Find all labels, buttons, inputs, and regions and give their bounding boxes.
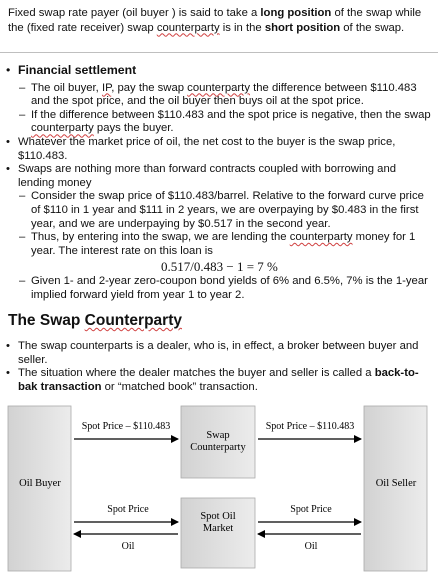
bullet-icon: •	[6, 163, 10, 176]
dash-icon: –	[19, 275, 26, 288]
section-heading: The Swap Counterparty	[8, 312, 182, 329]
dash-icon: –	[19, 81, 26, 94]
bullet-icon: •	[6, 340, 10, 352]
swap-counterparty-label: Swap	[206, 430, 230, 441]
oil-buyer-label: Oil Buyer	[19, 478, 61, 489]
spot-oil-market-label: Spot Oil	[200, 511, 236, 522]
bullet-swaps-forward-contracts: • Swaps are nothing more than forward contracts coupled with borrowing and lending money	[6, 163, 397, 189]
section-divider	[0, 52, 438, 53]
dash-item-lending-counterparty: – Thus, by entering into the swap, we are lending the counterparty money for 1 year. The interest rate on this loan is	[19, 231, 416, 257]
bullet-dealer: • The swap counterparts is a dealer, who is, in effect, a broker between buyer and seller.	[6, 340, 419, 366]
intro-text: is in the	[219, 21, 265, 34]
counterparty-word: Counterparty	[84, 312, 182, 329]
ip-word: IP	[101, 81, 112, 94]
financial-settlement-list	[6, 64, 434, 303]
intro-text: Fixed swap rate payer (oil buyer ) is said to take a	[8, 7, 261, 19]
bullet-financial-settlement: • Financial settlement	[6, 63, 137, 77]
arrow-label-buyer-spot-price: Spot Price	[107, 504, 149, 515]
bullet-icon: •	[6, 135, 10, 148]
dash-item-negative-difference: – If the difference between $110.483 and the spot price is negative, then the swap counterparty pays the buyer.	[19, 108, 431, 135]
intro-text: of the swap while the (fixed rate receiver) swap	[8, 7, 422, 34]
dash-item-consider-swap-price: – Consider the swap price of $110.483/barrel. Relative to the forward curve price of $110 in 1 year and $111 in 2 years, we are overpaying by $0.483 in the first year, and we are underpaying by $0.517 in the second year.	[19, 190, 424, 230]
bullet-back-to-back: • The situation where the dealer matches the buyer and seller is called a back-to-bak transaction or “matched book” transaction.	[6, 367, 419, 393]
dash-item-zero-coupon-yields: – Given 1- and 2-year zero-coupon bond yields of 6% and 6.5%, 7% is the 1-year implied forward yield from year 1 to year 2.	[19, 275, 428, 301]
intro-text: of the swap.	[340, 21, 405, 34]
arrow-label-counterparty-to-seller: Spot Price – $110.483	[265, 421, 355, 432]
arrow-label-seller-oil: Oil	[304, 541, 318, 552]
dash-item-oil-buyer-pays: – The oil buyer, IP, pay the swap counterparty the difference between $110.483 and the spot price, and the oil buyer then buys oil at the spot price.	[19, 81, 417, 108]
arrow-label-seller-spot-price: Spot Price	[290, 504, 332, 515]
dash-icon: –	[19, 231, 26, 244]
arrow-label-buyer-oil: Oil	[121, 541, 135, 552]
bullet-icon: •	[6, 63, 11, 77]
interest-rate-formula: 0.517/0.483 − 1 = 7 %	[161, 259, 278, 275]
bullet-net-cost: • Whatever the market price of oil, the net cost to the buyer is the swap price, $110.483.	[6, 135, 396, 162]
intro-paragraph	[8, 6, 433, 35]
arrow-label-buyer-to-counterparty: Spot Price – $110.483	[81, 421, 171, 432]
swap-counterparty-label: Counterparty	[190, 442, 246, 453]
counterparty-word: counterparty	[187, 81, 250, 94]
dash-icon: –	[19, 190, 26, 203]
bullet-icon: •	[6, 367, 10, 380]
long-position-term: long position	[260, 7, 332, 19]
spot-oil-market-label: Market	[202, 523, 234, 534]
back-to-back-term: back-to-bak transaction	[18, 367, 419, 393]
swap-counterparty-list	[6, 340, 434, 394]
dash-icon: –	[19, 108, 26, 121]
counterparty-word: counterparty	[31, 122, 94, 135]
counterparty-word: counterparty	[156, 21, 220, 34]
swap-flow-diagram	[0, 398, 438, 575]
counterparty-word: counterparty	[289, 231, 353, 244]
oil-seller-label: Oil Seller	[375, 478, 417, 489]
short-position-term: short position	[264, 21, 341, 34]
